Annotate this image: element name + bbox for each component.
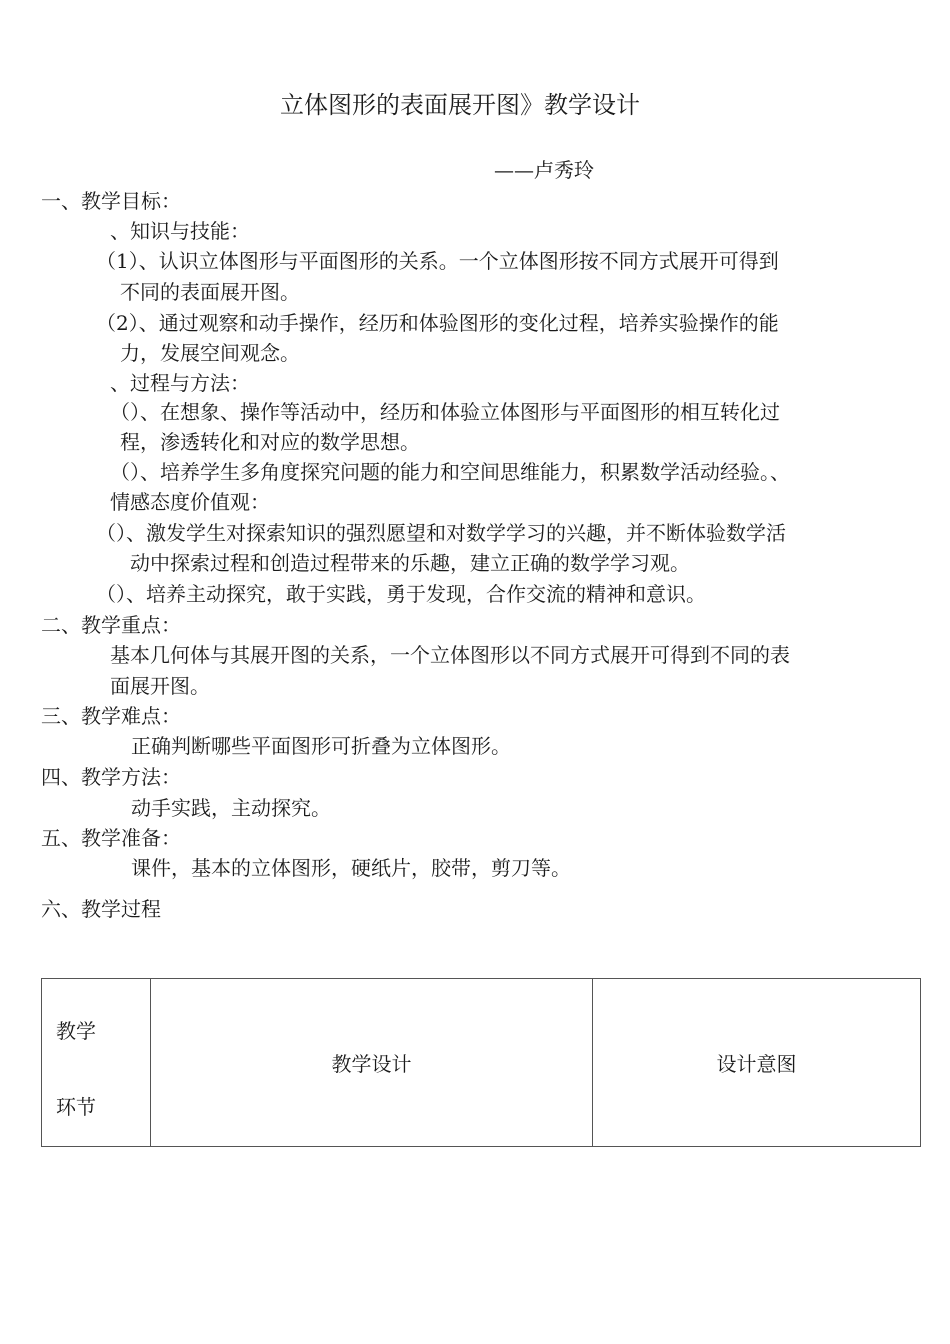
objective-item-5-cont: 动中探索过程和创造过程带来的乐趣，建立正确的数学学习观。 <box>130 551 690 575</box>
header-cell-intent: 设计意图 <box>593 979 921 1147</box>
objective-item-3: （）、在想象、操作等活动中，经历和体验立体图形与平面图形的相互转化过 <box>110 400 780 424</box>
section-heading-preparation: 五、教学准备： <box>41 826 181 850</box>
objective-item-4-cont: 情感态度价值观： <box>110 490 270 514</box>
section-heading-methods: 四、教学方法： <box>41 765 181 789</box>
methods-text: 动手实践，主动探究。 <box>131 796 331 820</box>
section-heading-key-points: 二、教学重点： <box>41 613 181 637</box>
header-cell-stage <box>42 979 151 1147</box>
subheading-knowledge-skills: 、知识与技能： <box>110 219 250 243</box>
header-stage-line2: 环节 <box>56 1095 96 1119</box>
header-stage-line1: 教学 <box>56 1019 96 1043</box>
table-header-row <box>42 979 921 1147</box>
objective-item-3-cont: 程，渗透转化和对应的数学思想。 <box>120 430 420 454</box>
key-points-text-cont: 面展开图。 <box>110 674 210 698</box>
document-title: 立体图形的表面展开图》教学设计 <box>280 91 640 119</box>
section-heading-difficulties: 三、教学难点： <box>41 704 181 728</box>
objective-item-4: （）、培养学生多角度探究问题的能力和空间思维能力，积累数学活动经验。、 <box>110 460 790 484</box>
key-points-text: 基本几何体与其展开图的关系，一个立体图形以不同方式展开可得到不同的表 <box>110 643 790 667</box>
objective-item-1: （1）、认识立体图形与平面图形的关系。一个立体图形按不同方式展开可得到 <box>96 249 779 273</box>
subheading-process-methods: 、过程与方法： <box>110 371 250 395</box>
author-line: ——卢秀玲 <box>494 158 594 182</box>
preparation-text: 课件，基本的立体图形，硬纸片，胶带，剪刀等。 <box>131 856 571 880</box>
section-heading-process: 六、教学过程 <box>41 897 161 921</box>
header-cell-design: 教学设计 <box>151 979 593 1147</box>
objective-item-5: （）、激发学生对探索知识的强烈愿望和对数学学习的兴趣，并不断体验数学活 <box>96 521 786 545</box>
objective-item-2: （2）、通过观察和动手操作，经历和体验图形的变化过程，培养实验操作的能 <box>96 311 779 335</box>
difficulties-text: 正确判断哪些平面图形可折叠为立体图形。 <box>131 734 511 758</box>
objective-item-1-cont: 不同的表面展开图。 <box>120 280 300 304</box>
objective-item-2-cont: 力，发展空间观念。 <box>120 341 300 365</box>
teaching-process-table <box>41 978 921 1147</box>
section-heading-objectives: 一、教学目标： <box>41 189 181 213</box>
objective-item-6: （）、培养主动探究，敢于实践，勇于发现，合作交流的精神和意识。 <box>96 582 706 606</box>
